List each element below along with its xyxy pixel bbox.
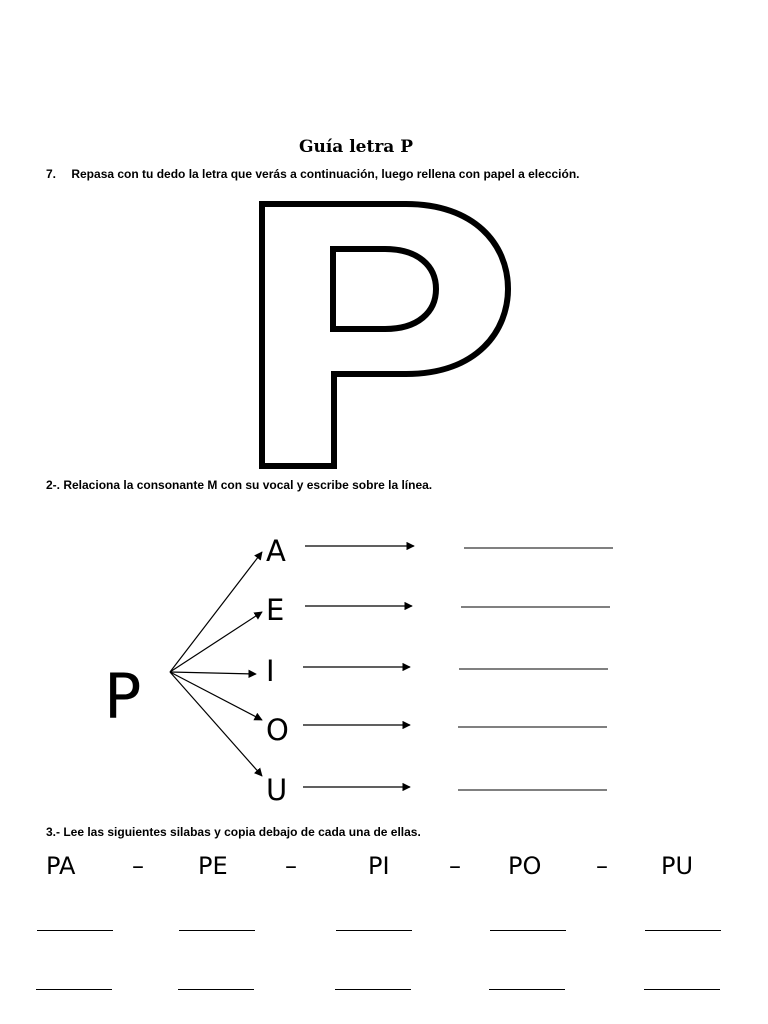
instruction-1-text: Repasa con tu dedo la letra que verás a continuación, luego rellena con papel a elección. <box>71 167 580 181</box>
copy-line-pi-1[interactable] <box>336 930 412 931</box>
vowel-diagram <box>0 500 768 820</box>
copy-line-pa-2[interactable] <box>36 989 112 990</box>
copy-line-pe-2[interactable] <box>178 989 254 990</box>
copy-line-po-2[interactable] <box>489 989 565 990</box>
fan-arrow-u <box>170 672 262 776</box>
copy-line-pe-1[interactable] <box>179 930 255 931</box>
vowel-u: U <box>266 773 288 807</box>
instruction-2: 2-. Relaciona la consonante M con su vocal y escribe sobre la línea. <box>46 478 433 492</box>
separator-4: – <box>596 852 608 880</box>
syllable-pu: PU <box>661 852 694 880</box>
separator-2: – <box>285 852 297 880</box>
fan-arrow-o <box>170 672 262 720</box>
vowel-e: E <box>266 593 285 627</box>
instruction-3: 3.- Lee las siguientes silabas y copia debajo de cada una de ellas. <box>46 825 421 839</box>
instruction-1 <box>46 167 580 181</box>
instruction-1-number: 7. <box>46 167 57 181</box>
fan-arrow-e <box>170 612 262 672</box>
fan-arrow-i <box>170 672 256 674</box>
separator-3: – <box>449 852 461 880</box>
vowel-o: O <box>266 713 289 747</box>
copy-line-pa-1[interactable] <box>37 930 113 931</box>
syllable-pi: PI <box>368 852 390 880</box>
page-title: Guía letra P <box>298 137 414 157</box>
outline-letter-p-shape <box>262 204 508 466</box>
outline-letter-p <box>256 200 516 470</box>
syllable-po: PO <box>508 852 542 880</box>
copy-line-pu-1[interactable] <box>645 930 721 931</box>
copy-line-pu-2[interactable] <box>644 989 720 990</box>
syllable-pe: PE <box>198 852 228 880</box>
separator-1: – <box>132 852 144 880</box>
consonant-letter: P <box>104 660 142 733</box>
fan-arrow-a <box>170 552 262 672</box>
vowel-a: A <box>266 534 286 568</box>
syllable-pa: PA <box>46 852 76 880</box>
copy-line-po-1[interactable] <box>490 930 566 931</box>
copy-line-pi-2[interactable] <box>335 989 411 990</box>
vowel-i: I <box>266 654 275 688</box>
